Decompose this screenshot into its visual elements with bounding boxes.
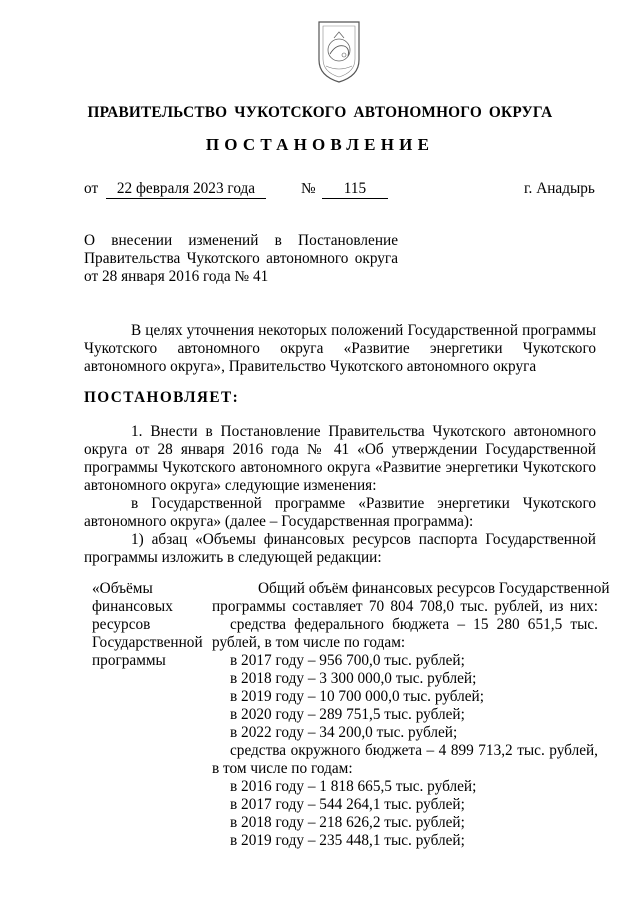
content-line: средства федерального бюджета – 15 280 651,5 тыс. bbox=[230, 616, 598, 633]
coat-of-arms-emblem bbox=[314, 20, 364, 84]
subject-line: Правительства Чукотского автономного округа bbox=[84, 250, 398, 267]
document-date: 22 февраля 2023 года bbox=[106, 180, 266, 199]
document-number: 115 bbox=[322, 180, 388, 199]
from-label: от bbox=[84, 180, 99, 197]
government-title: ПРАВИТЕЛЬСТВО ЧУКОТСКОГО АВТОНОМНОГО ОКРУГА bbox=[87, 104, 553, 121]
label-line: Государственной bbox=[92, 634, 203, 651]
content-line: Общий объём финансовых ресурсов Государственной bbox=[258, 580, 610, 597]
content-line: в 2017 году – 956 700,0 тыс. рублей; bbox=[230, 652, 465, 669]
content-line: программы составляет 70 804 708,0 тыс. рублей, из них: bbox=[212, 598, 598, 615]
preamble-line: В целях уточнения некоторых положений Государственной программы bbox=[131, 322, 596, 339]
preamble-line: автономного округа», Правительство Чукотского автономного округа bbox=[84, 358, 537, 375]
label-line: «Объёмы bbox=[92, 580, 153, 597]
content-line: в 2019 году – 235 448,1 тыс. рублей; bbox=[230, 832, 465, 849]
label-line: финансовых bbox=[92, 598, 173, 615]
body-line: автономного округа» следующие изменения: bbox=[84, 477, 377, 494]
body-line: программы изложить в следующей редакции: bbox=[84, 549, 382, 566]
subject-line: О внесении изменений в Постановление bbox=[84, 232, 398, 249]
table-label-cell bbox=[92, 580, 212, 670]
content-line: рублей, в том числе по годам: bbox=[212, 634, 406, 651]
content-line: в 2018 году – 218 626,2 тыс. рублей; bbox=[230, 814, 465, 831]
number-label: № bbox=[301, 180, 316, 197]
body-line: программы Чукотского автономного округа «Развитие энергетики Чукотского bbox=[84, 459, 596, 476]
content-line: в 2019 году – 10 700 000,0 тыс. рублей; bbox=[230, 688, 484, 705]
content-line: в 2022 году – 34 200,0 тыс. рублей; bbox=[230, 724, 458, 741]
resolution-body bbox=[84, 423, 596, 567]
city-name: г. Анадырь bbox=[524, 180, 595, 197]
document-type-title: ПОСТАНОВЛЕНИЕ bbox=[205, 135, 435, 154]
content-line: в 2020 году – 289 751,5 тыс. рублей; bbox=[230, 706, 465, 723]
content-line: в том числе по годам: bbox=[212, 760, 353, 777]
label-line: ресурсов bbox=[92, 616, 151, 633]
body-line: 1. Внести в Постановление Правительства Чукотского автономного bbox=[131, 423, 596, 440]
preamble-line: Чукотского автономного округа «Развитие энергетики Чукотского bbox=[84, 340, 596, 357]
body-line: автономного округа» (далее – Государственная программа): bbox=[84, 513, 474, 530]
content-line: в 2018 году – 3 300 000,0 тыс. рублей; bbox=[230, 670, 477, 687]
resolves-heading: ПОСТАНОВЛЯЕТ: bbox=[84, 389, 240, 406]
content-line: в 2016 году – 1 818 665,5 тыс. рублей; bbox=[230, 778, 477, 795]
document-subject bbox=[84, 232, 398, 286]
subject-line: от 28 января 2016 года № 41 bbox=[84, 268, 269, 285]
content-line: средства окружного бюджета – 4 899 713,2 тыс. рублей, bbox=[230, 742, 598, 759]
content-line: в 2017 году – 544 264,1 тыс. рублей; bbox=[230, 796, 465, 813]
body-line: 1) абзац «Объемы финансовых ресурсов паспорта Государственной bbox=[131, 531, 596, 548]
table-content-cell bbox=[212, 580, 610, 850]
body-line: в Государственной программе «Развитие энергетики Чукотского bbox=[131, 495, 596, 512]
label-line: программы bbox=[92, 652, 166, 669]
body-line: округа от 28 января 2016 года № 41 «Об утверждении Государственной bbox=[84, 441, 596, 458]
preamble bbox=[84, 322, 596, 376]
